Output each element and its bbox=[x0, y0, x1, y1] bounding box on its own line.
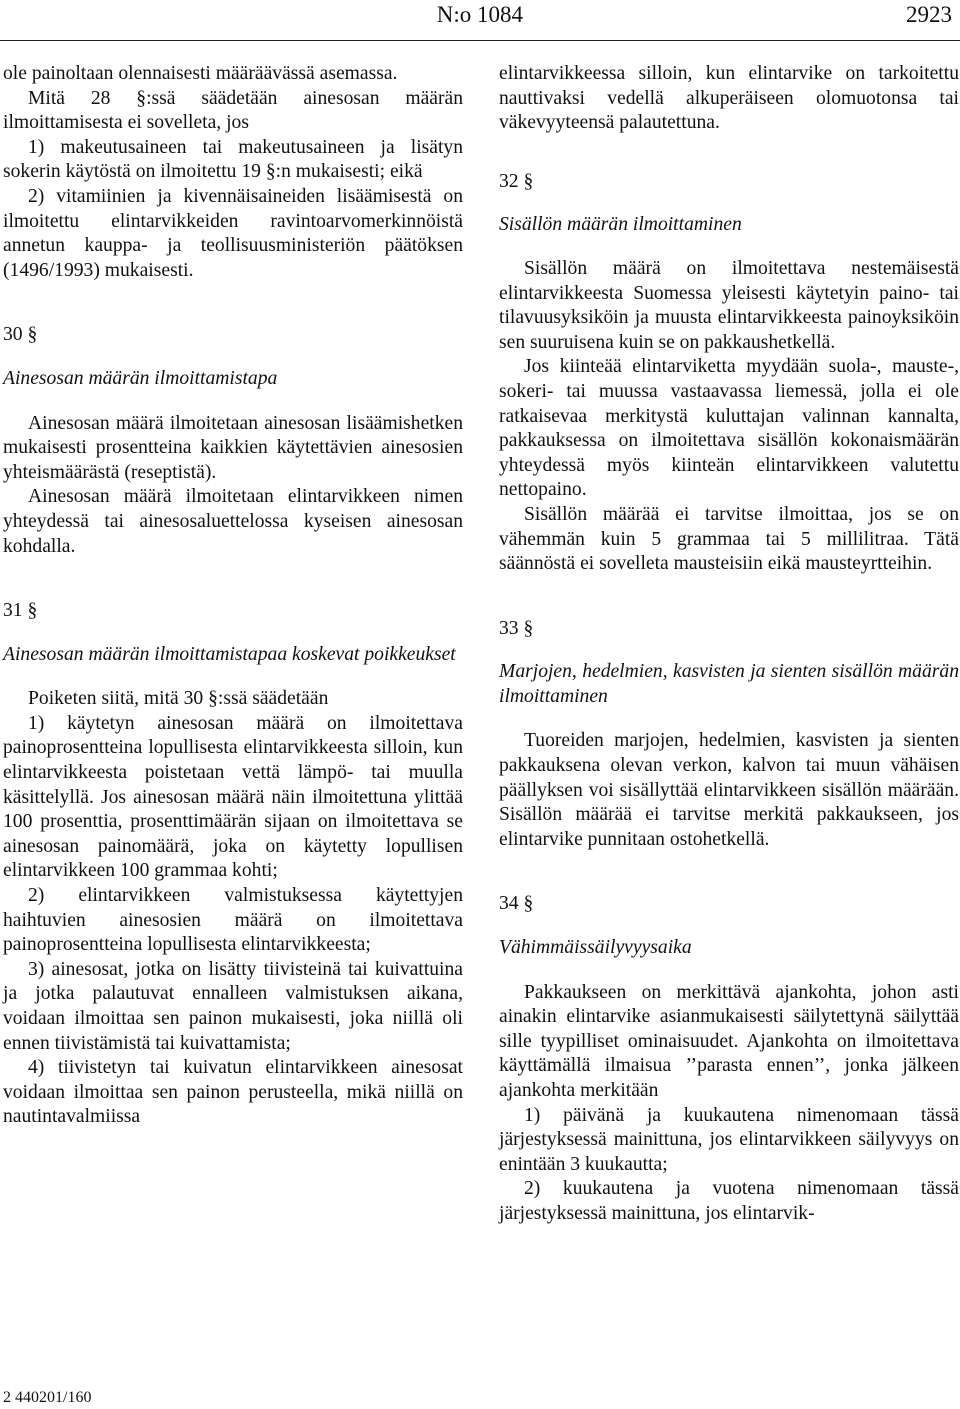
paragraph: 2) elintarvikkeen valmistuksessa käytettyjen haihtuvien ainesosien määrä on ilmoitettava painoprosentteina lopullisesta elintarvikkeesta; bbox=[3, 885, 463, 956]
paragraph: 1) käytetyn ainesosan määrä on ilmoitettava painoprosentteina lopullisesta elintarvikkeesta silloin, kun elintarvikkeesta poistetaan vettä lämpö- tai muulla käsittelyllä. Jos ainesosan määrä näin ilmoitettuna ylittää 100 prosenttia, prosenttimäärän sijaan on ilmoitettava se ainesosan painomäärä, joka on käytetty lopullisen elintarvikkeen 100 grammaa kohti; bbox=[3, 712, 463, 882]
paragraph: 4) tiivistetyn tai kuivatun elintarvikkeen ainesosat voidaan ilmoittaa sen painon perusteella, mikä niillä on nautintavalmiissa bbox=[3, 1057, 463, 1128]
paragraph: Pakkaukseen on merkittävä ajankohta, johon asti ainakin elintarvike asianmukaisesti säilytettynä säilyttää sille tyypilliset ominaisuudet. Ajankohta on ilmoitettava käyttämällä ilmaisua ’’parasta ennen’’, jonka jälkeen ajankohta merkitään bbox=[499, 981, 959, 1101]
section-number: 31 § bbox=[3, 600, 38, 622]
section-title: Ainesosan määrän ilmoittamistapa bbox=[3, 367, 278, 389]
paragraph: Poiketen siitä, mitä 30 §:ssä säädetään bbox=[28, 688, 329, 710]
section-number: 30 § bbox=[3, 324, 38, 346]
section-title: Ainesosan määrän ilmoittamistapaa koskevat poikkeukset bbox=[3, 643, 456, 665]
paragraph: Ainesosan määrä ilmoitetaan elintarvikkeen nimen yhteydessä tai ainesosaluettelossa kyseisen ainesosan kohdalla. bbox=[3, 486, 463, 557]
section-number: 33 § bbox=[499, 617, 534, 639]
paragraph: 1) makeutusaineen tai makeutusaineen ja lisätyn sokerin käytöstä on ilmoitettu 19 §:n mukaisesti; eikä bbox=[3, 136, 463, 183]
paragraph: Ainesosan määrä ilmoitetaan ainesosan lisäämishetken mukaisesti prosentteina kaikkien käytettävien ainesosien yhteismäärästä (reseptistä). bbox=[3, 412, 463, 483]
section-title: Sisällön määrän ilmoittaminen bbox=[499, 214, 742, 236]
paragraph: Sisällön määrää ei tarvitse ilmoittaa, jos se on vähemmän kuin 5 grammaa tai 5 millilitraa. Tätä säännöstä ei sovelleta mausteisiin eikä mausteyrtteihin. bbox=[499, 503, 959, 575]
paragraph: Mitä 28 §:ssä säädetään ainesosan määrän ilmoittamisesta ei sovelleta, jos bbox=[3, 87, 463, 134]
document-number: N:o 1084 bbox=[436, 2, 523, 27]
paragraph: Jos kiinteää elintarviketta myydään suola-, mauste-, sokeri- tai muussa vastaavassa liemessä, jolla ei ole ratkaisevaa merkitystä kuluttajan valinnan kannalta, pakkauksessa on ilmoitettava sisällön kokonaismäärän yhteydessä myös kiinteän elintarvikkeen valutettu nettopaino. bbox=[499, 356, 959, 501]
paragraph: 2) vitamiinien ja kivennäisaineiden lisäämisestä on ilmoitettu elintarvikkeiden ravintoarvomerkinnöistä annetun kauppa- ja teollisuusministeriön päätöksen (1496/1993) mukaisesti. bbox=[3, 185, 463, 281]
printer-code: 2 440201/160 bbox=[3, 1389, 92, 1406]
section-title: Vähimmäissäilyvyysaika bbox=[499, 937, 692, 959]
page-header bbox=[0, 0, 960, 41]
paragraph: 1) päivänä ja kuukautena nimenomaan tässä järjestyksessä mainittuna, jos elintarvikkeen säilyvyys on enintään 3 kuukautta; bbox=[499, 1104, 959, 1175]
page-number: 2923 bbox=[906, 2, 952, 27]
paragraph: ole painoltaan olennaisesti määräävässä asemassa. bbox=[3, 63, 398, 84]
paragraph: Sisällön määrä on ilmoitettava nestemäisestä elintarvikkeesta Suomessa yleisesti käytetyin paino- tai tilavuusyksiköin ja muusta elintarvikkeesta painoyksiköin sen suuruisena kuin se on pakkaushetkellä. bbox=[499, 257, 959, 353]
section-number: 32 § bbox=[499, 170, 534, 192]
paragraph: 3) ainesosat, jotka on lisätty tiivisteinä tai kuivattuina ja jotka palautuvat ennalleen valmistuksen aikana, voidaan ilmoittaa sen painon mukaisesti, joka niillä oli ennen tiivistämistä tai kuivattamista; bbox=[3, 958, 463, 1054]
paragraph: elintarvikkeessa silloin, kun elintarvike on tarkoitettu nauttivaksi vedellä alkuperäiseen olomuotonsa tai väkevyyteensä palautettuna. bbox=[499, 63, 959, 134]
right-column bbox=[499, 62, 959, 1227]
section-title: Marjojen, hedelmien, kasvisten ja sienten sisällön määrän ilmoittaminen bbox=[499, 661, 959, 707]
section-number: 34 § bbox=[499, 893, 534, 915]
left-column bbox=[3, 62, 463, 1130]
paragraph: Tuoreiden marjojen, hedelmien, kasvisten ja sienten pakkauksena olevan verkon, kalvon tai muun vähäisen päällyksen voi sisällyttää elintarvikkeen sisällön määrään. Sisällön määrää ei tarvitse merkitä pakkaukseen, jos elintarvike punnitaan ostohetkellä. bbox=[499, 730, 959, 850]
paragraph: 2) kuukautena ja vuotena nimenomaan tässä järjestyksessä mainittuna, jos elintarvik- bbox=[499, 1178, 959, 1224]
